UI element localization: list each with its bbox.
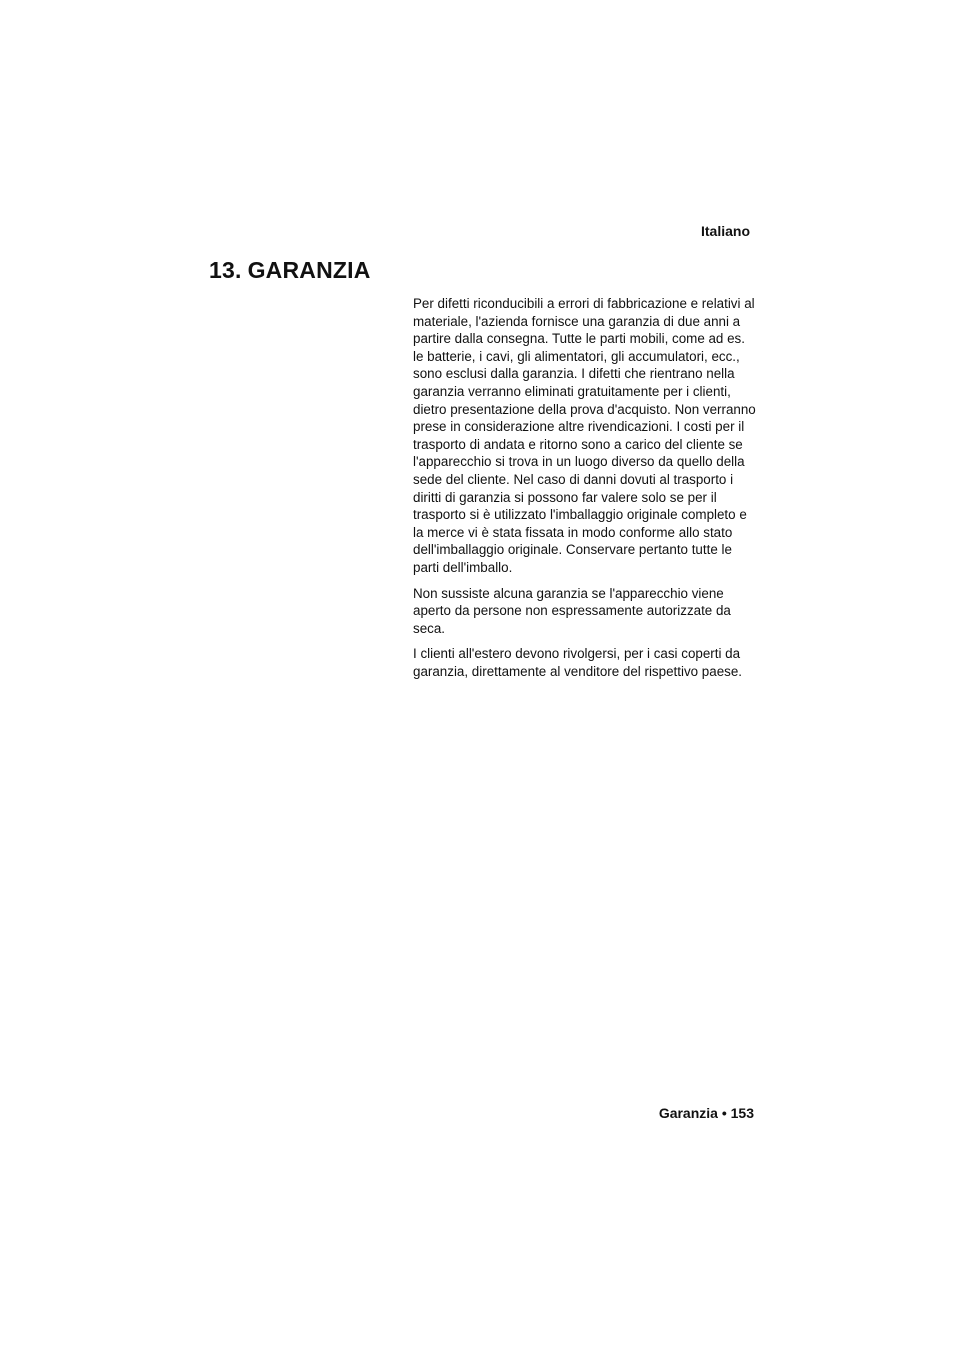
paragraph-foreign-customers: I clienti all'estero devono rivolgersi, per i casi coperti da garanzia, direttamente al venditore del rispettivo paese. — [413, 646, 743, 679]
page-footer — [659, 1105, 754, 1121]
footer-separator: • — [721, 1105, 727, 1121]
section-number: 13. — [209, 257, 242, 283]
footer-page-number: 153 — [730, 1105, 754, 1121]
header-language: Italiano — [700, 223, 750, 239]
footer-section-name: Garanzia — [658, 1105, 718, 1121]
body-text — [413, 295, 757, 688]
section-title: GARANZIA — [247, 257, 371, 283]
section-heading — [209, 257, 371, 284]
paragraph-unauthorized-opening: Non sussiste alcuna garanzia se l'apparecchio viene aperto da persone non espressamente autorizzate da seca. — [413, 585, 731, 636]
paragraph-warranty-terms: Per difetti riconducibili a errori di fabbricazione e relativi al materiale, l'azienda fornisce una garanzia di due anni a partire dalla consegna. Tutte le parti mobili, come ad es. le batterie, i cavi, gli alimentatori, gli accumulatori, ecc., sono esclusi dalla garanzia. I difetti che rientrano nella garanzia verranno eliminati gratuitamente per i clienti, dietro presentazione della prova d'acquisto. Non verranno prese in considerazione altre rivendicazioni. I costi per il trasporto di andata e ritorno sono a carico del cliente se l'apparecchio si trova in un luogo diverso da quello della sede del cliente. Nel caso di danni dovuti al trasporto i diritti di garanzia si possono far valere solo se per il trasporto si è utilizzato l'imballaggio originale completo e la merce vi è stata fissata in modo conforme allo stato dell'imballaggio originale. Conservare pertanto tutte le parti dell'imballo. — [413, 296, 756, 575]
